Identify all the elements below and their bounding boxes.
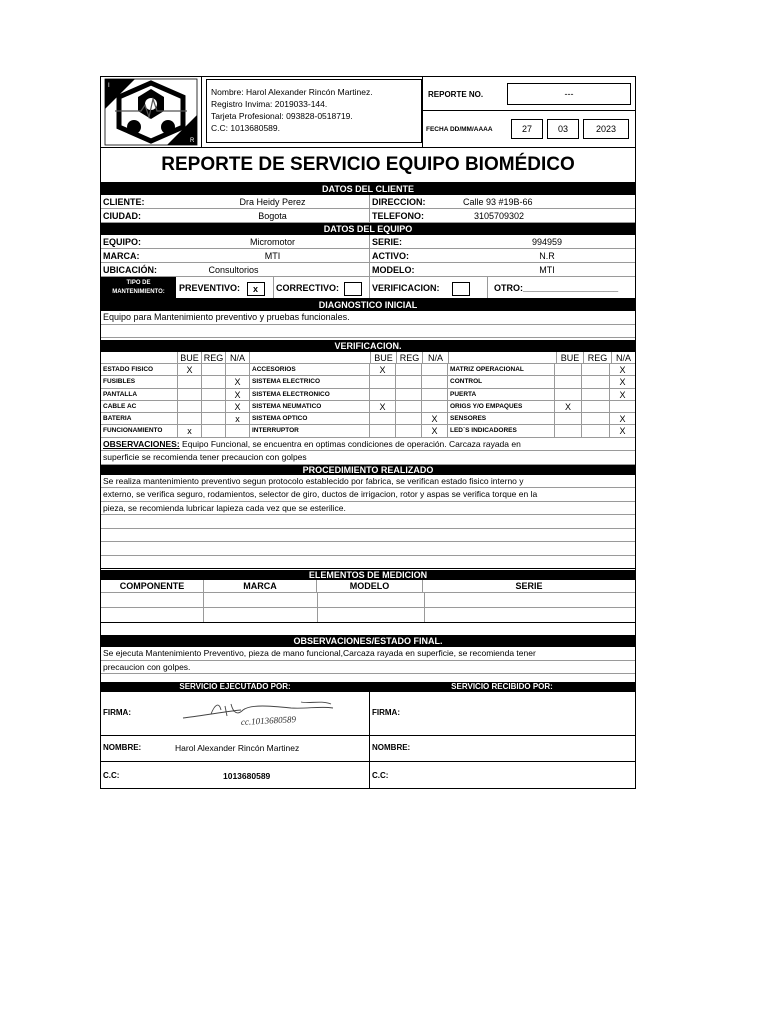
preventive-checkbox[interactable]: x	[247, 282, 265, 296]
col-bue-1: BUE	[177, 352, 201, 363]
verification-check-na[interactable]: X	[225, 401, 249, 412]
technician-info	[202, 77, 423, 147]
verification-item-name: CONTROL	[447, 376, 554, 387]
date-label: FECHA DD/MM/AAAA	[426, 126, 493, 133]
location-value[interactable]: Consultorios	[208, 265, 259, 275]
measurement-row[interactable]	[101, 608, 635, 623]
verification-check-bue[interactable]	[369, 413, 395, 424]
verification-item-name: FUNCIONAMIENTO	[103, 427, 163, 435]
verification-row	[101, 425, 635, 437]
equipment-label: EQUIPO:	[103, 237, 142, 247]
col-na-2: N/A	[422, 352, 448, 363]
verification-check-reg[interactable]	[581, 364, 609, 375]
verification-item-name: SISTEMA ELECTRICO	[249, 376, 369, 387]
equipment-value[interactable]: Micromotor	[249, 237, 295, 247]
section-diagnosis-header: DIAGNOSTICO INICIAL	[101, 299, 635, 311]
verification-check-reg[interactable]	[581, 389, 609, 400]
verification-check-na[interactable]	[225, 364, 249, 375]
executed-name-label: NOMBRE:	[103, 743, 142, 753]
service-report-form	[100, 76, 636, 789]
section-final-header: OBSERVACIONES/ESTADO FINAL.	[101, 635, 635, 647]
verification-check-bue[interactable]	[369, 425, 395, 436]
verification-item-name: FUSIBLES	[103, 378, 136, 386]
section-equipment-header: DATOS DEL EQUIPO	[101, 223, 635, 235]
verification-check-na[interactable]: X	[609, 389, 635, 400]
phone-value[interactable]: 3105709302	[474, 211, 525, 221]
verification-check-reg[interactable]	[201, 401, 225, 412]
section-client-header: DATOS DEL CLIENTE	[101, 183, 635, 195]
measurement-col-serial: SERIE	[422, 580, 635, 592]
observations-line-2[interactable]: superficie se recomienda tener precaucion con golpes	[101, 451, 635, 465]
verification-check-reg[interactable]	[201, 425, 225, 436]
verification-check-na[interactable]: X	[421, 425, 447, 436]
verification-row	[101, 364, 635, 376]
verification-check-na[interactable]	[421, 401, 447, 412]
serial-value[interactable]: 994959	[531, 237, 563, 247]
technician-cc: C.C: 1013680589.	[211, 123, 280, 133]
signature-image	[181, 696, 341, 730]
verification-item-name: SISTEMA ELECTRONICO	[249, 389, 369, 400]
verification-label: VERIFICACION:	[372, 283, 440, 293]
verification-check-bue[interactable]: X	[177, 364, 201, 375]
executed-name-value[interactable]: Harol Alexander Rincón Martinez	[175, 743, 300, 754]
verification-check-reg[interactable]	[581, 401, 609, 412]
verification-item-name: ORIGS Y/O EMPAQUES	[447, 401, 554, 412]
verification-check-na[interactable]: X	[421, 413, 447, 424]
verification-check-bue[interactable]: X	[554, 401, 581, 412]
procedure-blank-line[interactable]	[101, 542, 635, 556]
measurement-col-brand: MARCA	[203, 580, 316, 592]
serial-label: SERIE:	[369, 235, 459, 248]
verification-check-reg[interactable]	[395, 376, 421, 387]
date-year-field[interactable]: 2023	[583, 119, 629, 139]
model-value[interactable]: MTI	[539, 265, 555, 275]
address-value[interactable]: Calle 93 #19B-66	[463, 197, 533, 207]
verification-item-name: PUERTA	[447, 389, 554, 400]
section-procedure-header: PROCEDIMIENTO REALIZADO	[101, 465, 635, 475]
verification-check-bue[interactable]: x	[177, 425, 201, 436]
col-reg-3: REG	[583, 352, 611, 363]
procedure-blank-line[interactable]	[101, 529, 635, 543]
procedure-blank-line[interactable]	[101, 515, 635, 529]
verification-check-na[interactable]	[421, 389, 447, 400]
received-by-header: SERVICIO RECIBIDO POR:	[451, 682, 553, 692]
signature-cc-text: cc.1013680589	[240, 714, 297, 728]
diagnosis-blank-line[interactable]	[101, 325, 635, 339]
brand-value[interactable]: MTI	[264, 251, 281, 261]
date-day-field[interactable]: 27	[511, 119, 543, 139]
col-reg-1: REG	[201, 352, 225, 363]
verification-table	[101, 364, 635, 438]
diagnosis-text[interactable]: Equipo para Mantenimiento preventivo y pruebas funcionales.	[101, 311, 635, 325]
verification-check-reg[interactable]	[395, 401, 421, 412]
technician-tarjeta: Tarjeta Profesional: 093828-0518719.	[211, 111, 353, 121]
model-label: MODELO:	[369, 263, 459, 276]
verification-check-reg[interactable]	[581, 376, 609, 387]
verification-check-bue[interactable]	[369, 389, 395, 400]
received-name-label: NOMBRE:	[372, 743, 411, 753]
verification-check-reg[interactable]	[395, 425, 421, 436]
measurement-row[interactable]	[101, 593, 635, 608]
report-title: REPORTE DE SERVICIO EQUIPO BIOMÉDICO	[101, 148, 635, 183]
procedure-blank-line[interactable]	[101, 556, 635, 570]
verification-row	[101, 376, 635, 388]
verification-check-na[interactable]	[225, 425, 249, 436]
verification-check-bue[interactable]	[177, 389, 201, 400]
measurement-col-component: COMPONENTE	[119, 581, 185, 592]
verification-checkbox[interactable]	[452, 282, 470, 296]
client-label: CLIENTE:	[103, 197, 145, 207]
verification-item-name: INTERRUPTOR	[249, 425, 369, 436]
verification-check-bue[interactable]: X	[369, 364, 395, 375]
city-value[interactable]: Bogota	[258, 211, 287, 221]
col-bue-2: BUE	[370, 352, 396, 363]
verification-check-bue[interactable]	[177, 413, 201, 424]
verification-check-bue[interactable]: X	[369, 401, 395, 412]
verification-check-bue[interactable]	[554, 425, 581, 436]
verification-item-name: LED´S INDICADORES	[447, 425, 554, 436]
report-number-label: REPORTE NO.	[428, 90, 484, 99]
verification-item-name: SISTEMA NEUMATICO	[249, 401, 369, 412]
received-signature-label: FIRMA:	[372, 708, 400, 718]
asset-label: ACTIVO:	[369, 249, 459, 262]
verification-item-name: CABLE AC	[103, 402, 137, 410]
verification-check-reg[interactable]	[581, 413, 609, 424]
preventive-label: PREVENTIVO:	[179, 283, 241, 293]
report-number-field[interactable]: ---	[507, 83, 631, 105]
final-line-1[interactable]: Se ejecuta Mantenimiento Preventivo, pieza de mano funcional,Carcaza rayada en superficie, se recomienda tener	[101, 647, 635, 661]
received-cc-label: C.C:	[372, 771, 389, 781]
verification-item-name: ESTADO FISICO	[103, 366, 154, 373]
address-label: DIRECCION:	[369, 195, 459, 208]
section-measurement-header: ELEMENTOS DE MEDICION	[101, 570, 635, 580]
verification-check-na[interactable]: X	[225, 389, 249, 400]
logo-letter-top: I	[108, 83, 110, 89]
procedure-line-1[interactable]: Se realiza mantenimiento preventivo segun protocolo establecido por fabrica, se verifican estado fisico interno y	[101, 475, 635, 489]
maintenance-type-label: TIPO DE MANTENIMIENTO:	[101, 277, 176, 298]
client-value[interactable]: Dra Heidy Perez	[239, 197, 306, 207]
verification-row	[101, 413, 635, 425]
verification-check-na[interactable]	[421, 376, 447, 387]
verification-check-reg[interactable]	[395, 389, 421, 400]
verification-check-bue[interactable]	[177, 376, 201, 387]
verification-check-bue[interactable]	[554, 364, 581, 375]
verification-check-reg[interactable]	[581, 425, 609, 436]
col-bue-3: BUE	[556, 352, 583, 363]
verification-check-bue[interactable]	[554, 389, 581, 400]
technician-registro: Registro Invima: 2019033-144.	[211, 99, 328, 109]
verification-check-bue[interactable]	[554, 413, 581, 424]
verification-check-reg[interactable]	[395, 413, 421, 424]
report-header	[101, 77, 635, 148]
corrective-label: CORRECTIVO:	[276, 283, 339, 293]
verification-check-bue[interactable]	[554, 376, 581, 387]
verification-check-reg[interactable]	[201, 364, 225, 375]
executed-cc-value[interactable]: 1013680589	[223, 771, 271, 782]
verification-check-bue[interactable]	[177, 401, 201, 412]
asset-value[interactable]: N.R	[539, 251, 555, 261]
technician-name: Nombre: Harol Alexander Rincón Martinez.	[211, 87, 373, 97]
verification-check-reg[interactable]	[201, 413, 225, 424]
phone-label: TELEFONO:	[369, 209, 459, 222]
verification-item-name: BATERIA	[103, 415, 132, 423]
verification-check-reg[interactable]	[201, 389, 225, 400]
procedure-line-3[interactable]: pieza, se recomienda lubricar lapieza cada vez que se esterilice.	[101, 502, 635, 516]
measurement-col-model: MODELO	[316, 580, 422, 592]
corrective-checkbox[interactable]	[344, 282, 362, 296]
final-line-2[interactable]: precaucion con golpes.	[101, 661, 635, 675]
verification-check-reg[interactable]	[201, 376, 225, 387]
col-na-1: N/A	[225, 352, 249, 363]
report-meta	[423, 77, 635, 147]
verification-item-name: SISTEMA OPTICO	[249, 413, 369, 424]
verification-check-na[interactable]: X	[609, 413, 635, 424]
verification-check-na[interactable]	[421, 364, 447, 375]
verification-check-na[interactable]: X	[225, 376, 249, 387]
executed-signature-label: FIRMA:	[103, 708, 131, 718]
location-label: UBICACIÓN:	[103, 265, 157, 275]
verification-item-name: ACCESORIOS	[249, 364, 369, 375]
procedure-line-2[interactable]: externo, se verifica seguro, rodamientos, selector de giro, ductos de irrigacion, rotor y aspas se verifica torque en la	[101, 488, 635, 502]
verification-check-reg[interactable]	[395, 364, 421, 375]
observations-label: OBSERVACIONES:	[103, 438, 180, 449]
brand-label: MARCA:	[103, 251, 140, 261]
col-reg-2: REG	[396, 352, 422, 363]
verification-check-na[interactable]: X	[609, 376, 635, 387]
verification-item-name: SENSORES	[447, 413, 554, 424]
observations-line-1[interactable]	[101, 438, 635, 452]
verification-check-bue[interactable]	[369, 376, 395, 387]
verification-row	[101, 401, 635, 413]
verification-row	[101, 389, 635, 401]
executed-by-header: SERVICIO EJECUTADO POR:	[179, 682, 291, 692]
city-label: CIUDAD:	[103, 211, 141, 221]
observations-text-1: Equipo Funcional, se encuentra en optimas condiciones de operación. Carcaza rayada en	[179, 438, 521, 449]
date-month-field[interactable]: 03	[547, 119, 579, 139]
executed-cc-label: C.C:	[103, 771, 120, 781]
col-na-3: N/A	[611, 352, 635, 363]
verification-check-na[interactable]	[609, 401, 635, 412]
verification-item-name: PANTALLA	[103, 390, 138, 398]
verification-item-name: MATRIZ OPERACIONAL	[447, 364, 554, 375]
section-verification-header: VERIFICACION.	[101, 340, 635, 352]
logo-letter-bottom: R	[190, 138, 195, 144]
company-logo	[101, 77, 202, 147]
verification-check-na[interactable]: X	[609, 425, 635, 436]
other-field[interactable]: OTRO:___________________	[487, 277, 635, 298]
verification-check-na[interactable]: X	[609, 364, 635, 375]
verification-check-na[interactable]: x	[225, 413, 249, 424]
